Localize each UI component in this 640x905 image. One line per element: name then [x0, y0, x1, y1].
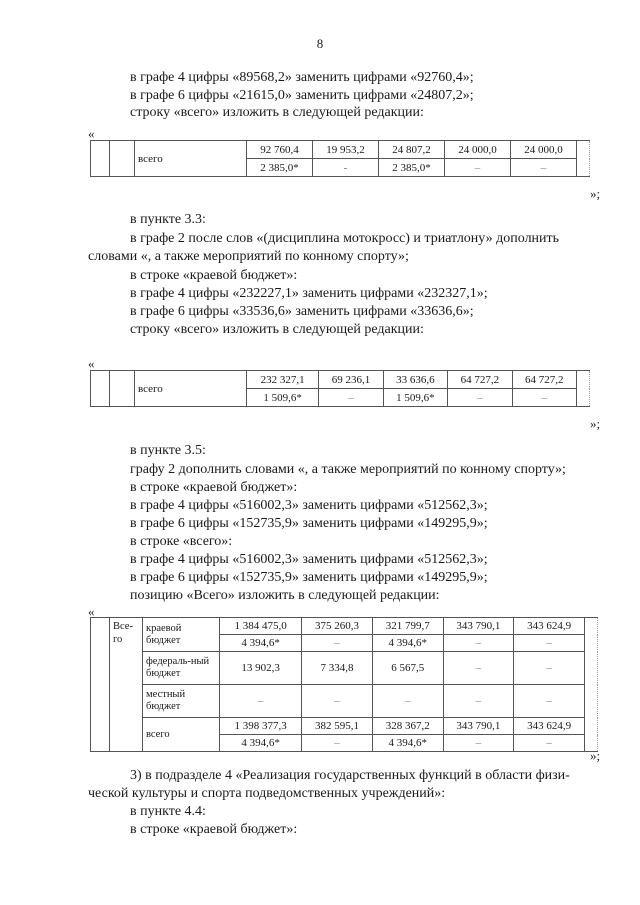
table-cell: 2 385,0* [247, 159, 313, 177]
text-line: словами «, а также мероприятий по конному спорту»; [88, 249, 409, 264]
table-cell: 343 624,9 [514, 618, 585, 635]
table-row [91, 141, 590, 159]
table-cell: 343 624,9 [514, 718, 585, 735]
text-line: в графе 6 цифры «152735,9» заменить цифрами «149295,9»; [130, 516, 488, 531]
open-quote: « [88, 356, 95, 371]
close-quote: »; [590, 416, 601, 431]
table-total-2 [90, 370, 590, 407]
row-label: всего [135, 371, 247, 407]
table-cell: 6 567,5 [372, 652, 443, 685]
table-cell: 382 595,1 [302, 718, 373, 735]
text-line: строку «всего» изложить в следующей редакции: [130, 322, 424, 337]
table-total-all [90, 617, 598, 752]
table-cell: 321 799,7 [372, 618, 443, 635]
table-cell: – [443, 735, 514, 752]
table-cell: 4 394,6* [372, 735, 443, 752]
row-label: всего [135, 141, 247, 177]
table-cell: – [443, 652, 514, 685]
table-cell: – [302, 735, 373, 752]
table-row [91, 652, 598, 685]
table-cell: – [443, 685, 514, 718]
table-cell: 4 394,6* [220, 635, 302, 652]
table-cell: 375 260,3 [302, 618, 373, 635]
row-label: федераль-ный бюджет [143, 652, 220, 685]
table-cell [110, 141, 135, 177]
table-row [91, 618, 598, 635]
table-cell: 1 509,6* [383, 389, 447, 407]
text-line: в строке «краевой бюджет»: [130, 268, 298, 283]
table-cell: 92 760,4 [247, 141, 313, 159]
text-line: в графе 4 цифры «516002,3» заменить цифрами «512562,3»; [130, 552, 488, 567]
close-quote: »; [590, 186, 601, 201]
table-cell: – [514, 735, 585, 752]
close-quote: »; [590, 748, 601, 763]
text-line: в пункте 3.5: [130, 443, 206, 458]
text-line: 3) в подразделе 4 «Реализация государственных функций в области физи- [130, 768, 570, 783]
row-label: краевой бюджет [143, 618, 220, 652]
group-label: Все-го [110, 618, 143, 752]
table-cell: – [372, 685, 443, 718]
table-cell [577, 141, 590, 177]
table-cell: 64 727,2 [448, 371, 512, 389]
text-line: в строке «краевой бюджет»: [130, 480, 298, 495]
table-cell: – [220, 685, 302, 718]
text-line: в графе 4 цифры «516002,3» заменить цифрами «512562,3»; [130, 498, 488, 513]
table-cell [91, 371, 110, 407]
row-label: всего [143, 718, 220, 752]
table-cell [577, 371, 590, 407]
open-quote: « [88, 126, 95, 141]
table-cell: 343 790,1 [443, 618, 514, 635]
table-cell: 328 367,2 [372, 718, 443, 735]
table-cell: 19 953,2 [313, 141, 379, 159]
table-cell: – [302, 635, 373, 652]
text-line: позицию «Всего» изложить в следующей редакции: [130, 588, 440, 603]
table-cell: 4 394,6* [220, 735, 302, 752]
text-line: в строке «краевой бюджет»: [130, 822, 298, 837]
table-cell [585, 618, 598, 752]
table-cell: – [512, 389, 576, 407]
text-line: в графе 4 цифры «89568,2» заменить цифрами «92760,4»; [130, 70, 474, 85]
text-line: в графе 2 после слов «(дисциплина мотокросс) и триатлону» дополнить [130, 231, 560, 246]
table-cell: – [445, 159, 511, 177]
row-label: местный бюджет [143, 685, 220, 718]
table-cell: 33 636,6 [383, 371, 447, 389]
table-cell: 232 327,1 [247, 371, 319, 389]
table-cell [91, 618, 110, 752]
text-line: в пункте 3.3: [130, 212, 206, 227]
table-cell: – [319, 389, 383, 407]
table-cell: 24 000,0 [511, 141, 577, 159]
text-line: ческой культуры и спорта подведомственных учреждений»: [88, 786, 446, 801]
table-cell: – [511, 159, 577, 177]
table-cell: 1 384 475,0 [220, 618, 302, 635]
table-cell: 24 807,2 [379, 141, 445, 159]
text-line: в строке «всего»: [130, 534, 233, 549]
text-line: в графе 6 цифры «21615,0» заменить цифрами «24807,2»; [130, 88, 474, 103]
table-cell [110, 371, 135, 407]
table-row [91, 371, 590, 389]
table-cell: 1 509,6* [247, 389, 319, 407]
table-cell: – [514, 685, 585, 718]
table-cell: 7 334,8 [302, 652, 373, 685]
table-cell: 4 394,6* [372, 635, 443, 652]
text-line: в графе 6 цифры «152735,9» заменить цифрами «149295,9»; [130, 570, 488, 585]
table-cell: 1 398 377,3 [220, 718, 302, 735]
table-cell: – [448, 389, 512, 407]
page-number: 8 [316, 36, 324, 51]
text-line: в пункте 4.4: [130, 804, 206, 819]
table-cell: - [313, 159, 379, 177]
table-row [91, 685, 598, 718]
table-cell: – [514, 635, 585, 652]
table-cell: 24 000,0 [445, 141, 511, 159]
table-cell: 2 385,0* [379, 159, 445, 177]
table-cell: 64 727,2 [512, 371, 576, 389]
table-cell: 343 790,1 [443, 718, 514, 735]
text-line: в графе 6 цифры «33536,6» заменить цифрами «33636,6»; [130, 304, 474, 319]
text-line: в графе 4 цифры «232227,1» заменить цифрами «232327,1»; [130, 286, 488, 301]
table-total-1 [90, 140, 590, 177]
table-row [91, 718, 598, 735]
table-cell: 69 236,1 [319, 371, 383, 389]
table-cell [91, 141, 110, 177]
table-cell: 13 902,3 [220, 652, 302, 685]
table-cell: – [443, 635, 514, 652]
table-cell: – [514, 652, 585, 685]
text-line: графу 2 дополнить словами «, а также мероприятий по конному спорту»; [130, 462, 566, 477]
open-quote: « [88, 604, 95, 619]
table-cell: – [302, 685, 373, 718]
text-line: строку «всего» изложить в следующей редакции: [130, 105, 424, 120]
